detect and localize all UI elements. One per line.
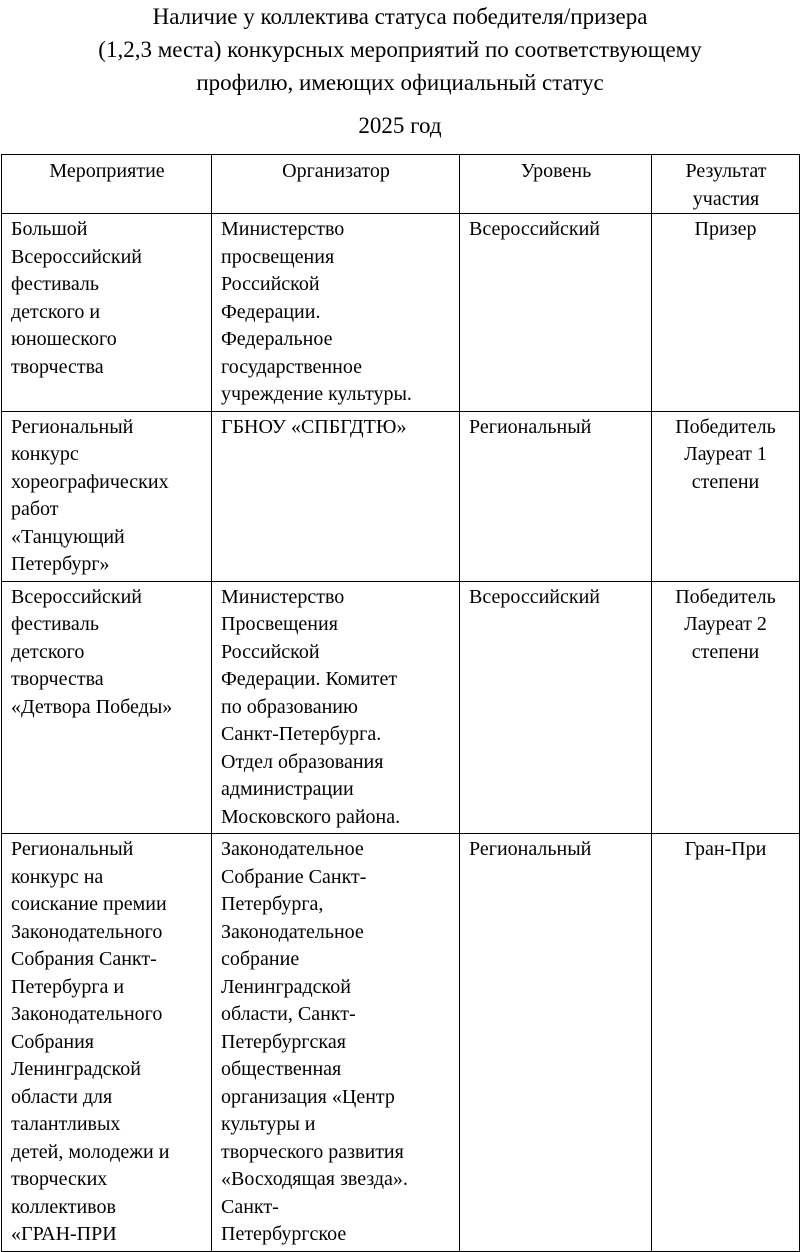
cell-line: творчества bbox=[11, 668, 104, 690]
cell-line: Большой bbox=[11, 218, 88, 240]
cell-event bbox=[2, 581, 212, 834]
cell-organizer bbox=[212, 214, 460, 412]
table-row bbox=[2, 214, 800, 412]
table-header-row bbox=[2, 155, 800, 214]
table-body bbox=[2, 214, 800, 1252]
cell-line: Ленинградской bbox=[11, 1058, 141, 1080]
cell-line: Петербурга и bbox=[11, 975, 125, 998]
cell-line: Российской bbox=[221, 273, 320, 295]
cell-line: Всероссийский bbox=[11, 245, 142, 268]
cell-line: хореографических bbox=[11, 470, 169, 493]
cell-line: «Детвора Победы» bbox=[11, 695, 173, 718]
cell-line: степени bbox=[691, 470, 760, 493]
cell-line: Министерство bbox=[221, 218, 345, 240]
cell-organizer bbox=[212, 581, 460, 834]
cell-organizer bbox=[212, 834, 460, 1252]
title-line: профилю, имеющих официальный статус bbox=[196, 70, 604, 95]
cell-line: участия bbox=[692, 187, 760, 210]
cell-result bbox=[652, 411, 800, 581]
cell-line: творчества bbox=[11, 355, 104, 378]
cell-line: просвещения bbox=[221, 245, 335, 268]
document-year: 2025 год bbox=[358, 113, 442, 138]
cell-level: Региональный bbox=[460, 411, 652, 581]
cell-line: «Восходящая звезда». bbox=[221, 1168, 408, 1190]
cell-line: Петербургская bbox=[221, 1030, 346, 1053]
cell-line: общественная bbox=[221, 1058, 342, 1080]
cell-line: степени bbox=[691, 640, 760, 663]
cell-level: Региональный bbox=[460, 834, 652, 1252]
cell-line: государственное bbox=[221, 355, 362, 378]
cell-line: Лауреат 2 bbox=[684, 613, 767, 635]
cell-line: «ГРАН-ПРИ bbox=[11, 1223, 117, 1245]
cell-line: Федерации. Комитет bbox=[221, 668, 398, 690]
cell-line: Петербург» bbox=[11, 553, 110, 575]
cell-line: детей, молодежи и bbox=[11, 1140, 170, 1163]
cell-result bbox=[652, 834, 800, 1252]
cell-line: фестиваль bbox=[11, 613, 99, 635]
cell-line: Победитель bbox=[675, 415, 776, 438]
cell-line: «Танцующий bbox=[11, 525, 125, 548]
header-level: Уровень bbox=[460, 155, 652, 214]
table-row bbox=[2, 411, 800, 581]
cell-line: организация «Центр bbox=[221, 1085, 395, 1108]
cell-line: Ленинградской bbox=[221, 975, 351, 998]
cell-line: талантливых bbox=[11, 1113, 121, 1135]
cell-line: соискание премии bbox=[11, 893, 167, 915]
cell-line: фестиваль bbox=[11, 273, 99, 295]
cell-line: области для bbox=[11, 1085, 113, 1108]
cell-line: собрание bbox=[221, 948, 300, 970]
cell-event bbox=[2, 214, 212, 412]
cell-line: Призер bbox=[694, 218, 757, 240]
cell-line: Петербургское bbox=[221, 1223, 347, 1245]
title-line: (1,2,3 места) конкурсных мероприятий по соответствующему bbox=[98, 37, 702, 62]
cell-line: Просвещения bbox=[221, 613, 338, 635]
cell-line: администрации bbox=[221, 778, 354, 800]
cell-line: Региональный bbox=[11, 838, 134, 860]
results-table bbox=[1, 154, 800, 1252]
cell-line: детского bbox=[11, 640, 85, 663]
cell-line: Московского района. bbox=[221, 805, 401, 828]
header-result bbox=[652, 155, 800, 214]
cell-line: по образованию bbox=[221, 695, 358, 718]
cell-line: ГБНОУ «СПБГДТЮ» bbox=[221, 415, 407, 438]
cell-line: конкурс на bbox=[11, 865, 104, 888]
table-row bbox=[2, 581, 800, 834]
cell-line: Результат bbox=[685, 160, 767, 182]
document-title bbox=[0, 0, 800, 99]
cell-line: коллективов bbox=[11, 1195, 116, 1218]
cell-line: Петербурга, bbox=[221, 893, 324, 915]
cell-line: Российской bbox=[221, 640, 320, 663]
cell-line: Всероссийский bbox=[11, 585, 142, 608]
cell-line: творческого развития bbox=[221, 1140, 404, 1163]
cell-line: Законодательного bbox=[11, 1003, 163, 1025]
cell-line: учреждение культуры. bbox=[221, 383, 412, 405]
table-row bbox=[2, 834, 800, 1252]
title-line: Наличие у коллектива статуса победителя/призера bbox=[152, 4, 648, 29]
cell-line: конкурс bbox=[11, 443, 79, 465]
cell-event bbox=[2, 411, 212, 581]
cell-line: Отдел образования bbox=[221, 750, 384, 773]
cell-organizer bbox=[212, 411, 460, 581]
cell-result bbox=[652, 214, 800, 412]
results-table-container bbox=[1, 154, 799, 1245]
cell-line: Министерство bbox=[221, 585, 345, 608]
header-event: Мероприятие bbox=[2, 155, 212, 214]
cell-line: юношеского bbox=[11, 328, 117, 350]
cell-event bbox=[2, 834, 212, 1252]
header-organizer: Организатор bbox=[212, 155, 460, 214]
cell-level: Всероссийский bbox=[460, 214, 652, 412]
cell-line: Санкт- bbox=[221, 1195, 279, 1218]
cell-line: Законодательное bbox=[221, 838, 364, 860]
cell-line: области, Санкт- bbox=[221, 1003, 356, 1025]
cell-line: Федерации. bbox=[221, 300, 321, 323]
cell-line: Региональный bbox=[11, 415, 134, 438]
cell-line: Законодательное bbox=[221, 920, 364, 943]
cell-line: Собрание Санкт- bbox=[221, 865, 367, 888]
cell-line: Лауреат 1 bbox=[684, 443, 767, 465]
cell-level: Всероссийский bbox=[460, 581, 652, 834]
cell-line: Гран-При bbox=[684, 838, 767, 860]
cell-line: работ bbox=[11, 498, 59, 520]
cell-line: Санкт-Петербурга. bbox=[221, 723, 382, 745]
cell-line: Федеральное bbox=[221, 328, 333, 350]
cell-line: детского и bbox=[11, 300, 101, 323]
cell-result bbox=[652, 581, 800, 834]
cell-line: Победитель bbox=[675, 585, 776, 608]
cell-line: культуры и bbox=[221, 1113, 316, 1135]
cell-line: Законодательного bbox=[11, 920, 163, 943]
cell-line: Собрания bbox=[11, 1030, 94, 1053]
cell-line: творческих bbox=[11, 1168, 108, 1190]
cell-line: Собрания Санкт- bbox=[11, 948, 157, 970]
